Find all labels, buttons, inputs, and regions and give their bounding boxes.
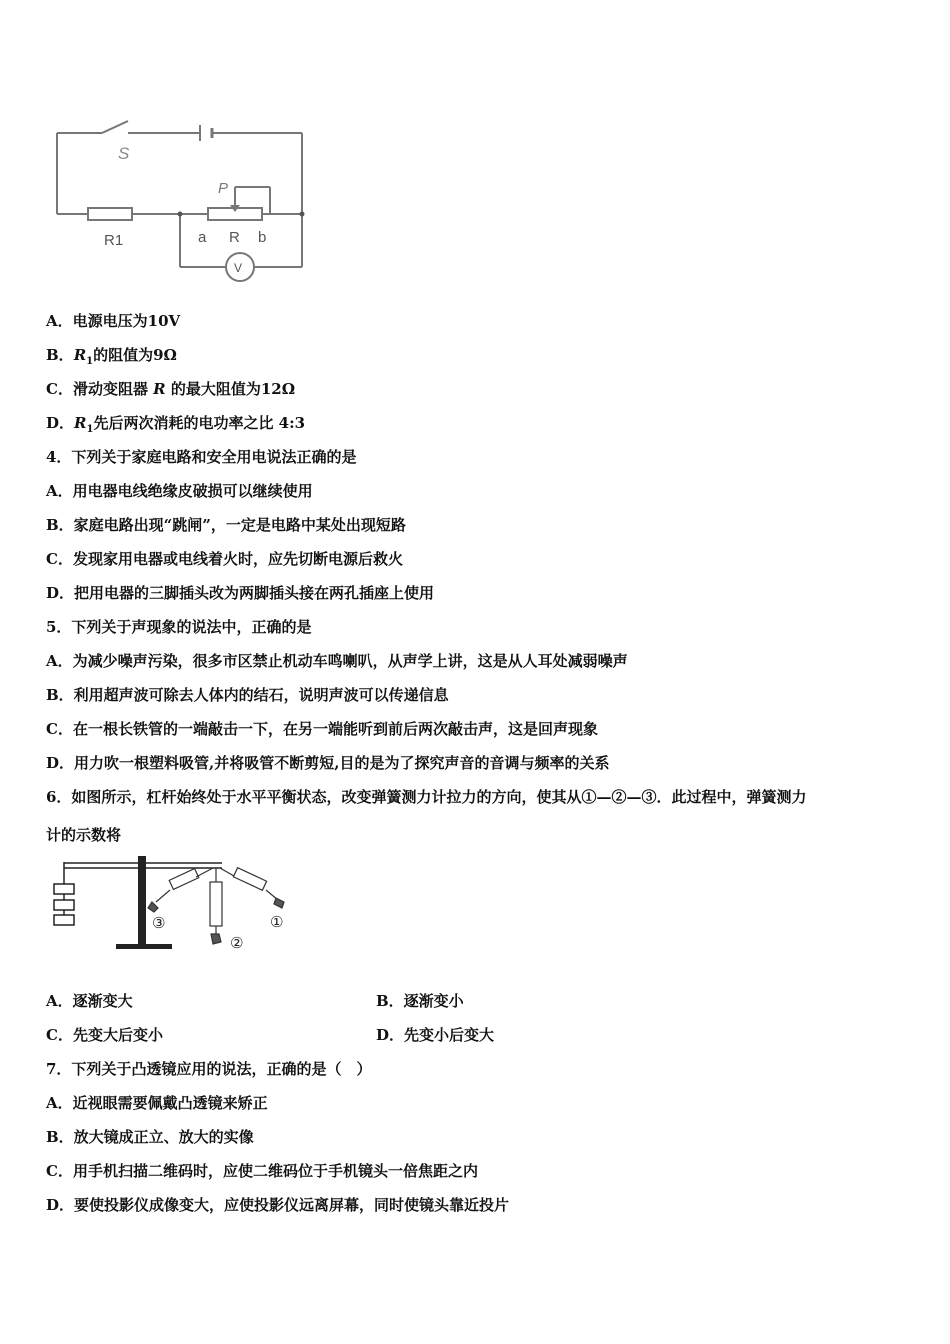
q5-option-b: B．利用超声波可除去人体内的结石，说明声波可以传递信息 (46, 686, 449, 704)
q7-stem: 7．下列关于凸透镜应用的说法，正确的是（ ） (46, 1060, 372, 1078)
q7-option-c: C．用手机扫描二维码时，应使二维码位于手机镜头一倍焦距之内 (46, 1162, 478, 1180)
q4-option-c: C．发现家用电器或电线着火时，应先切断电源后救火 (46, 550, 403, 568)
q5-option-a: A．为减少噪声污染，很多市区禁止机动车鸣喇叭，从声学上讲，这是从人耳处减弱噪声 (46, 652, 628, 670)
q7-option-b: B．放大镜成正立、放大的实像 (46, 1128, 254, 1146)
q6-option-a: A．逐渐变大 (46, 992, 133, 1010)
q6-stem-line2: 计的示数将 (46, 826, 122, 844)
q6-option-b: B．逐渐变小 (376, 992, 464, 1010)
q4-option-b: B．家庭电路出现“跳闸”，一定是电路中某处出现短路 (46, 516, 406, 534)
circuit-diagram (40, 115, 320, 290)
q5-stem: 5．下列关于声现象的说法中，正确的是 (46, 618, 312, 636)
switch-label: S (118, 144, 130, 163)
q5-option-d: D．用力吹一根塑料吸管,并将吸管不断剪短,目的是为了探究声音的音调与频率的关系 (46, 754, 610, 772)
voltmeter-label: V (234, 261, 243, 275)
fig-label-2: ② (230, 935, 244, 952)
a-label: a (198, 229, 207, 246)
q7-option-d: D．要使投影仪成像变大，应使投影仪远离屏幕，同时使镜头靠近投片 (46, 1196, 510, 1214)
q4-option-d: D．把用电器的三脚插头改为两脚插头接在两孔插座上使用 (46, 584, 435, 602)
q5-option-c: C．在一根长铁管的一端敲击一下，在另一端能听到前后两次敲击声，这是回声现象 (46, 720, 598, 738)
r1-label: R1 (104, 232, 124, 249)
q4-stem: 4．下列关于家庭电路和安全用电说法正确的是 (46, 448, 357, 466)
q3-option-b: B．$R_1$的阻值为9Ω (46, 346, 177, 367)
q6-option-c: C．先变大后变小 (46, 1026, 163, 1044)
q3-option-d: D．$R_1$先后两次消耗的电功率之比 4:3 (46, 414, 306, 435)
q4-option-a: A．用电器电线绝缘皮破损可以继续使用 (46, 482, 313, 500)
q6-stem-line1: 6．如图所示，杠杆始终处于水平平衡状态，改变弹簧测力计拉力的方向，使其从①—②—③．此过程中，弹簧测力 (46, 788, 807, 806)
r-label: R (229, 229, 240, 246)
fig-label-1: ① (270, 914, 284, 931)
b-label: b (258, 229, 267, 246)
q7-option-a: A．近视眼需要佩戴凸透镜来矫正 (46, 1094, 268, 1112)
q3-option-a: A．电源电压为10V (46, 312, 181, 330)
fig-label-3: ③ (152, 915, 166, 932)
q3-option-c: C．滑动变阻器 R 的最大阻值为12Ω (46, 380, 296, 398)
lever-diagram (48, 852, 300, 957)
slider-label: P (218, 180, 229, 197)
q6-option-d: D．先变小后变大 (376, 1026, 495, 1044)
